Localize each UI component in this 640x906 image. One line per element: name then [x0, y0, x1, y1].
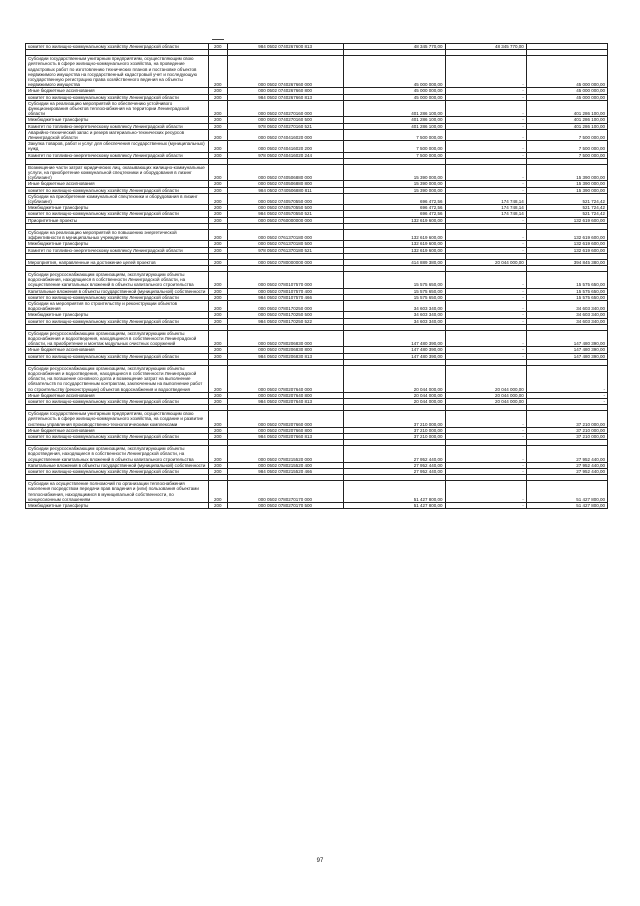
row-kbk-cell: 984 0502 0780170250 522 — [227, 318, 343, 324]
row-name-cell: Межбюджетные трансферты — [26, 241, 209, 247]
row-name-cell: Капитальные вложения в объекты государственной (муниципальной) собственности — [26, 462, 209, 468]
row-amount-federal-cell: - — [445, 187, 526, 193]
row-name-cell: комитет по жилищно-коммунальному хозяйству Ленинградской области — [26, 469, 209, 475]
row-kbk-cell: 000 0502 0740416020 200 — [227, 141, 343, 152]
table-row — [26, 503, 608, 509]
row-amount-regional-cell: 51 427 800,00 — [526, 503, 607, 509]
row-amount-total-cell: 696 472,56 — [343, 193, 445, 204]
row-amount-regional-cell: 7 500 000,00 — [526, 141, 607, 152]
row-name-cell: комитет по жилищно-коммунальному хозяйству Ленинградской области — [26, 187, 209, 193]
row-amount-total-cell: 7 500 000,00 — [343, 152, 445, 158]
row-amount-regional-cell: 401 286 100,00 — [526, 123, 607, 129]
row-name-cell: Иные бюджетные ассигнования — [26, 392, 209, 398]
row-name-cell: Межбюджетные трансферты — [26, 117, 209, 123]
row-amount-federal-cell: - — [445, 300, 526, 311]
row-name-cell: комитет по жилищно-коммунальному хозяйству Ленинградской области — [26, 44, 209, 50]
row-kbk-cell: 984 0502 0780107570 466 — [227, 294, 343, 300]
row-code-cell: 200 — [209, 164, 228, 181]
row-amount-federal-cell: - — [445, 271, 526, 288]
row-code-cell: 200 — [209, 288, 228, 294]
row-name-cell: Иные бюджетные ассигнования — [26, 427, 209, 433]
row-amount-federal-cell: - — [445, 88, 526, 94]
row-amount-federal-cell: - — [445, 181, 526, 187]
row-amount-regional-cell: 7 500 000,00 — [526, 152, 607, 158]
row-code-cell: 200 — [209, 205, 228, 211]
row-name-cell: комитет по жилищно-коммунальному хозяйству Ленинградской области — [26, 94, 209, 100]
row-kbk-cell: 000 0502 0740570550 000 — [227, 193, 343, 204]
row-amount-federal-cell: - — [445, 164, 526, 181]
row-name-cell: Приоритетные проекты — [26, 217, 209, 223]
row-amount-regional-cell: 15 390 000,00 — [526, 164, 607, 181]
row-kbk-cell: 000 0502 0740267660 000 — [227, 56, 343, 88]
row-amount-federal-cell: - — [445, 481, 526, 503]
row-amount-federal-cell: - — [445, 247, 526, 253]
row-amount-regional-cell: 45 000 000,00 — [526, 88, 607, 94]
table-row — [26, 193, 608, 204]
row-name-cell: комитет по жилищно-коммунальному хозяйству Ленинградской области — [26, 398, 209, 404]
row-name-cell: комитет по жилищно-коммунальному хозяйству Ленинградской области — [26, 211, 209, 217]
row-amount-federal-cell: - — [445, 94, 526, 100]
row-kbk-cell: 978 0502 0740270160 521 — [227, 123, 343, 129]
row-code-cell: 200 — [209, 294, 228, 300]
row-amount-total-cell: 147 480 390,00 — [343, 330, 445, 347]
row-code-cell: 200 — [209, 56, 228, 88]
row-name-cell: Субсидии на приобретение коммунальной спецтехники и оборудования в лизинг (сублизинг) — [26, 193, 209, 204]
row-amount-total-cell: 51 427 800,00 — [343, 481, 445, 503]
row-name-cell: Иные бюджетные ассигнования — [26, 88, 209, 94]
row-amount-federal-cell: - — [445, 347, 526, 353]
row-kbk-cell: 000 0502 0740267660 800 — [227, 88, 343, 94]
row-amount-federal-cell: - — [445, 433, 526, 439]
row-amount-federal-cell: - — [445, 100, 526, 117]
row-amount-total-cell: 45 000 000,00 — [343, 94, 445, 100]
row-kbk-cell: 000 0502 0740416020 000 — [227, 129, 343, 140]
row-code-cell: 200 — [209, 300, 228, 311]
row-amount-regional-cell: 132 619 600,00 — [526, 241, 607, 247]
row-amount-federal-cell: 48 345 770,00 — [445, 44, 526, 50]
row-kbk-cell: 000 0502 0740570550 500 — [227, 205, 343, 211]
row-amount-total-cell: 147 480 390,00 — [343, 353, 445, 359]
row-code-cell: 200 — [209, 365, 228, 392]
row-amount-regional-cell: 15 390 000,00 — [526, 187, 607, 193]
row-amount-total-cell: 45 000 000,00 — [343, 88, 445, 94]
row-kbk-cell: 000 0502 0760000000 000 — [227, 217, 343, 223]
row-kbk-cell: 000 0502 0780207660 000 — [227, 411, 343, 428]
row-amount-total-cell: 37 210 000,00 — [343, 427, 445, 433]
row-code-cell: 200 — [209, 318, 228, 324]
row-code-cell: 200 — [209, 100, 228, 117]
row-name-cell: комитет по жилищно-коммунальному хозяйству Ленинградской области — [26, 353, 209, 359]
row-amount-regional-cell: 15 390 000,00 — [526, 181, 607, 187]
row-kbk-cell: 978 0502 0740416020 244 — [227, 152, 343, 158]
table-row — [26, 56, 608, 88]
row-amount-regional-cell: 132 619 600,00 — [526, 247, 607, 253]
row-code-cell: 200 — [209, 330, 228, 347]
row-amount-total-cell: 27 952 440,00 — [343, 446, 445, 463]
row-code-cell: 200 — [209, 187, 228, 193]
row-code-cell: 200 — [209, 193, 228, 204]
row-amount-total-cell: 401 286 100,00 — [343, 123, 445, 129]
row-amount-federal-cell: - — [445, 229, 526, 240]
row-name-cell: Мероприятия, направленные на достижение целей проектов — [26, 259, 209, 265]
row-amount-federal-cell: - — [445, 123, 526, 129]
row-amount-regional-cell: 15 575 650,00 — [526, 271, 607, 288]
row-amount-total-cell: 7 500 000,00 — [343, 141, 445, 152]
row-amount-regional-cell: 34 603 340,00 — [526, 318, 607, 324]
row-amount-total-cell: 414 889 380,00 — [343, 259, 445, 265]
row-code-cell: 200 — [209, 211, 228, 217]
row-code-cell: 200 — [209, 44, 228, 50]
row-amount-regional-cell: 401 286 100,00 — [526, 117, 607, 123]
row-amount-total-cell: 15 575 650,00 — [343, 271, 445, 288]
row-name-cell: комитет по жилищно-коммунальному хозяйству Ленинградской области — [26, 294, 209, 300]
row-code-cell: 200 — [209, 141, 228, 152]
row-amount-total-cell: 401 286 100,00 — [343, 100, 445, 117]
row-kbk-cell: 984 0502 0780215520 466 — [227, 469, 343, 475]
row-code-cell: 200 — [209, 481, 228, 503]
row-code-cell: 200 — [209, 259, 228, 265]
row-name-cell: Субсидии на осуществление полномочий по организации теплоснабжения населения посредством передачи прав владения и (или) пользования объектами теплоснабжения, находящимися в муниципальной собственности, по концессионным соглашениям — [26, 481, 209, 503]
row-amount-regional-cell: - — [526, 392, 607, 398]
row-code-cell: 200 — [209, 117, 228, 123]
row-amount-regional-cell: 147 480 390,00 — [526, 353, 607, 359]
row-name-cell: Субсидии ресурсоснабжающим организациям, эксплуатирующим объекты водоснабжения и водоотведения, находящиеся в собственности Ленинградской области, на приобретение и монтаж модульных очистных сооружений — [26, 330, 209, 347]
row-amount-regional-cell: 34 603 340,00 — [526, 312, 607, 318]
row-code-cell: 200 — [209, 229, 228, 240]
row-name-cell: Субсидии государственным унитарным предприятиям, осуществляющим свою деятельность в сфере жилищно-коммунального хозяйства, на создание и развитие системы управления производственно-технологическими комплексами — [26, 411, 209, 428]
row-kbk-cell: 000 0502 0780207640 800 — [227, 392, 343, 398]
row-kbk-cell: 984 0502 0740267660 813 — [227, 94, 343, 100]
row-amount-total-cell: 20 044 000,00 — [343, 365, 445, 392]
row-amount-federal-cell: - — [445, 288, 526, 294]
row-amount-regional-cell: - — [526, 398, 607, 404]
row-name-cell: комитет по жилищно-коммунальному хозяйству Ленинградской области — [26, 433, 209, 439]
row-amount-regional-cell: 37 210 000,00 — [526, 411, 607, 428]
row-amount-federal-cell: 174 748,14 — [445, 193, 526, 204]
row-amount-total-cell: 45 000 000,00 — [343, 56, 445, 88]
table-row — [26, 100, 608, 117]
row-kbk-cell: 978 0502 0761370180 521 — [227, 247, 343, 253]
row-code-cell: 200 — [209, 398, 228, 404]
row-amount-total-cell: 15 390 000,00 — [343, 164, 445, 181]
row-amount-total-cell: 7 500 000,00 — [343, 129, 445, 140]
row-name-cell: Капитальные вложения в объекты государственной (муниципальной) собственности — [26, 288, 209, 294]
row-amount-regional-cell: 34 603 340,00 — [526, 300, 607, 311]
row-amount-regional-cell: 37 210 000,00 — [526, 433, 607, 439]
table-row — [26, 481, 608, 503]
row-amount-total-cell: 132 619 600,00 — [343, 247, 445, 253]
row-kbk-cell: 984 0502 0740267600 813 — [227, 44, 343, 50]
row-amount-regional-cell: 27 952 440,00 — [526, 462, 607, 468]
row-kbk-cell: 984 0502 0780206830 813 — [227, 353, 343, 359]
row-kbk-cell: 000 0502 0780170250 500 — [227, 312, 343, 318]
row-amount-total-cell: 132 619 600,00 — [343, 217, 445, 223]
row-amount-federal-cell: - — [445, 129, 526, 140]
table-row — [26, 229, 608, 240]
row-amount-regional-cell: 7 500 000,00 — [526, 129, 607, 140]
row-name-cell: Субсидии ресурсоснабжающим организациям, эксплуатирующим объекты водоснабжения и водоотведения, находящиеся в собственности Ленинградской области, на погашение основного долга и возмещение затрат на выполнение обязательств по государственным контрактам, заключенным на выполнение работ по строительству (реконструкции) объектов водоснабжения и водоотведения — [26, 365, 209, 392]
row-amount-regional-cell: - — [526, 365, 607, 392]
row-amount-federal-cell: - — [445, 446, 526, 463]
row-code-cell: 200 — [209, 312, 228, 318]
row-kbk-cell: 000 0502 0740506880 000 — [227, 164, 343, 181]
row-amount-federal-cell: 20 044 000,00 — [445, 392, 526, 398]
row-amount-federal-cell: 20 044 000,00 — [445, 259, 526, 265]
row-amount-regional-cell: 521 724,42 — [526, 205, 607, 211]
row-code-cell: 200 — [209, 129, 228, 140]
row-amount-federal-cell: - — [445, 427, 526, 433]
row-kbk-cell: 000 0502 0740270160 500 — [227, 117, 343, 123]
budget-table — [25, 43, 608, 509]
row-amount-total-cell: 34 603 340,00 — [343, 300, 445, 311]
row-kbk-cell: 000 0502 0740506880 800 — [227, 181, 343, 187]
row-kbk-cell: 984 0502 0740506880 811 — [227, 187, 343, 193]
row-name-cell: Субсидии государственным унитарным предприятиям, осуществляющим свою деятельность в сфере жилищно-коммунального хозяйства, на проведение кадастровых работ по изготовлению технических планов и постановке объектов недвижимого имущества на государственный кадастровый учет и последующую государственную регистрацию права хозяйственного ведения на объекты недвижимого имущества — [26, 56, 209, 88]
table-row — [26, 141, 608, 152]
row-kbk-cell: 000 0502 0780207660 800 — [227, 427, 343, 433]
row-kbk-cell: 000 0502 0780215520 400 — [227, 462, 343, 468]
row-code-cell: 200 — [209, 152, 228, 158]
row-amount-federal-cell: - — [445, 294, 526, 300]
row-code-cell: 200 — [209, 503, 228, 509]
row-code-cell: 200 — [209, 271, 228, 288]
row-amount-federal-cell: 20 044 000,00 — [445, 398, 526, 404]
row-amount-regional-cell: 521 724,42 — [526, 193, 607, 204]
row-name-cell: Субсидии ресурсоснабжающим организациям, эксплуатирующим объекты водоотведения, находящиеся в собственности Ленинградской области, на осуществление капитальных вложений в объекты капитального строительства — [26, 446, 209, 463]
page-number: 97 — [316, 858, 324, 864]
row-code-cell: 200 — [209, 427, 228, 433]
row-code-cell: 200 — [209, 353, 228, 359]
row-amount-regional-cell: 147 480 390,00 — [526, 330, 607, 347]
row-amount-total-cell: 15 390 000,00 — [343, 181, 445, 187]
row-amount-federal-cell: - — [445, 411, 526, 428]
row-amount-regional-cell: 27 952 440,00 — [526, 469, 607, 475]
row-amount-federal-cell: 174 748,14 — [445, 211, 526, 217]
row-amount-regional-cell: 45 000 000,00 — [526, 94, 607, 100]
row-name-cell: Межбюджетные трансферты — [26, 205, 209, 211]
row-kbk-cell: 000 0502 0740270160 000 — [227, 100, 343, 117]
row-code-cell: 200 — [209, 469, 228, 475]
row-name-cell: Закупка товаров, работ и услуг для обеспечения государственных (муниципальных) нужд — [26, 141, 209, 152]
row-kbk-cell: 984 0502 0780207660 813 — [227, 433, 343, 439]
row-name-cell: Иные бюджетные ассигнования — [26, 347, 209, 353]
row-kbk-cell: 984 0502 0780207640 813 — [227, 398, 343, 404]
row-amount-total-cell: 147 480 390,00 — [343, 347, 445, 353]
row-name-cell: Субсидии на мероприятия по строительству и реконструкции объектов водоснабжения — [26, 300, 209, 311]
table-row — [26, 129, 608, 140]
row-code-cell: 200 — [209, 181, 228, 187]
row-name-cell: Возмещение части затрат юридических лиц, оказывающих жилищно-коммунальные услуги, на приобретение коммунальной спецтехники и оборудования в лизинг (сублизинг) — [26, 164, 209, 181]
row-amount-total-cell: 20 044 000,00 — [343, 398, 445, 404]
row-amount-federal-cell: - — [445, 217, 526, 223]
row-kbk-cell: 000 0502 0780000000 000 — [227, 259, 343, 265]
row-amount-regional-cell: 147 480 390,00 — [526, 347, 607, 353]
row-name-cell: Иные бюджетные ассигнования — [26, 181, 209, 187]
row-name-cell: Комитет по топливно-энергетическому комплексу Ленинградской области — [26, 152, 209, 158]
row-amount-total-cell: 696 472,56 — [343, 211, 445, 217]
row-amount-total-cell: 401 286 100,00 — [343, 117, 445, 123]
row-kbk-cell: 984 0502 0740570550 521 — [227, 211, 343, 217]
row-amount-federal-cell: - — [445, 318, 526, 324]
row-kbk-cell: 000 0502 0761370180 500 — [227, 241, 343, 247]
row-kbk-cell: 000 0502 0761370180 000 — [227, 229, 343, 240]
row-amount-federal-cell: - — [445, 462, 526, 468]
row-amount-regional-cell: 15 575 650,00 — [526, 288, 607, 294]
row-name-cell: Субсидии на реализацию мероприятий по повышению энергетической эффективности в муниципальных учреждениях — [26, 229, 209, 240]
row-name-cell: Аварийно-технический запас и резерв материально-технических ресурсов Ленинградской области — [26, 129, 209, 140]
row-amount-regional-cell: 37 210 000,00 — [526, 427, 607, 433]
row-amount-federal-cell: - — [445, 330, 526, 347]
row-amount-regional-cell: 132 619 600,00 — [526, 217, 607, 223]
row-amount-regional-cell: 394 845 380,00 — [526, 259, 607, 265]
row-code-cell: 200 — [209, 123, 228, 129]
row-kbk-cell: 000 0502 0780170250 000 — [227, 300, 343, 311]
row-amount-regional-cell: 45 000 000,00 — [526, 56, 607, 88]
row-amount-federal-cell: - — [445, 117, 526, 123]
row-name-cell: комитет по жилищно-коммунальному хозяйству Ленинградской области — [26, 318, 209, 324]
row-code-cell: 200 — [209, 392, 228, 398]
row-amount-total-cell: 37 210 000,00 — [343, 433, 445, 439]
row-kbk-cell: 000 0502 0780107570 000 — [227, 271, 343, 288]
row-amount-total-cell: 27 952 440,00 — [343, 462, 445, 468]
table-row — [26, 271, 608, 288]
row-amount-federal-cell: - — [445, 353, 526, 359]
row-amount-regional-cell: 401 286 100,00 — [526, 100, 607, 117]
row-code-cell: 200 — [209, 241, 228, 247]
row-code-cell: 200 — [209, 411, 228, 428]
table-row — [26, 365, 608, 392]
row-amount-total-cell: 15 575 650,00 — [343, 288, 445, 294]
row-amount-federal-cell: - — [445, 56, 526, 88]
row-amount-regional-cell: 15 575 650,00 — [526, 294, 607, 300]
row-amount-regional-cell: 51 427 800,00 — [526, 481, 607, 503]
table-row — [26, 330, 608, 347]
row-amount-total-cell: 20 044 000,00 — [343, 392, 445, 398]
table-row — [26, 411, 608, 428]
row-amount-federal-cell: 174 748,14 — [445, 205, 526, 211]
row-code-cell: 200 — [209, 446, 228, 463]
row-name-cell: Субсидии ресурсоснабжающим организациям, эксплуатирующим объекты водоснабжения, находящиеся в собственности Ленинградской области, на осуществление капитальных вложений в объекты капитального строительства — [26, 271, 209, 288]
row-name-cell: Межбюджетные трансферты — [26, 503, 209, 509]
row-amount-regional-cell: 521 724,42 — [526, 211, 607, 217]
row-code-cell: 200 — [209, 94, 228, 100]
row-amount-total-cell: 15 390 000,00 — [343, 187, 445, 193]
row-amount-total-cell: 132 619 600,00 — [343, 241, 445, 247]
table-row — [26, 164, 608, 181]
table-row — [26, 300, 608, 311]
row-code-cell: 200 — [209, 462, 228, 468]
row-code-cell: 200 — [209, 247, 228, 253]
row-amount-federal-cell: - — [445, 503, 526, 509]
row-code-cell: 200 — [209, 88, 228, 94]
row-amount-total-cell: 132 619 600,00 — [343, 229, 445, 240]
row-amount-regional-cell: 27 952 440,00 — [526, 446, 607, 463]
budget-table-sheet — [25, 43, 608, 509]
row-name-cell: Субсидии на реализацию мероприятий по обеспечению устойчивого функционирования объектов теплоснабжения на территории Ленинградской области — [26, 100, 209, 117]
row-amount-total-cell: 37 210 000,00 — [343, 411, 445, 428]
row-amount-regional-cell: 132 619 600,00 — [526, 229, 607, 240]
row-kbk-cell: 000 0502 0780107570 400 — [227, 288, 343, 294]
row-code-cell: 200 — [209, 433, 228, 439]
row-amount-total-cell: 34 603 340,00 — [343, 312, 445, 318]
row-name-cell: Межбюджетные трансферты — [26, 312, 209, 318]
row-name-cell: Комитет по топливно-энергетическому комплексу Ленинградской области — [26, 247, 209, 253]
row-amount-total-cell: 696 472,56 — [343, 205, 445, 211]
row-amount-federal-cell: - — [445, 141, 526, 152]
row-code-cell: 200 — [209, 217, 228, 223]
row-amount-federal-cell: - — [445, 312, 526, 318]
header-tick — [212, 39, 224, 40]
row-kbk-cell: 000 0502 0780215520 000 — [227, 446, 343, 463]
row-amount-total-cell: 15 575 650,00 — [343, 294, 445, 300]
row-kbk-cell: 000 0502 0780206830 800 — [227, 347, 343, 353]
row-amount-federal-cell: - — [445, 469, 526, 475]
row-amount-federal-cell: 20 044 000,00 — [445, 365, 526, 392]
row-kbk-cell: 000 0502 0780207640 000 — [227, 365, 343, 392]
row-code-cell: 200 — [209, 347, 228, 353]
row-amount-federal-cell: - — [445, 152, 526, 158]
row-amount-total-cell: 34 603 340,00 — [343, 318, 445, 324]
row-amount-federal-cell: - — [445, 241, 526, 247]
row-amount-total-cell: 27 952 440,00 — [343, 469, 445, 475]
row-kbk-cell: 000 0502 0780206830 000 — [227, 330, 343, 347]
row-amount-total-cell: 48 345 770,00 — [343, 44, 445, 50]
row-kbk-cell: 000 0502 0780270170 000 — [227, 481, 343, 503]
table-row — [26, 446, 608, 463]
row-name-cell: Комитет по топливно-энергетическому комплексу Ленинградской области — [26, 123, 209, 129]
row-amount-total-cell: 51 427 800,00 — [343, 503, 445, 509]
row-kbk-cell: 000 0502 0780270170 500 — [227, 503, 343, 509]
